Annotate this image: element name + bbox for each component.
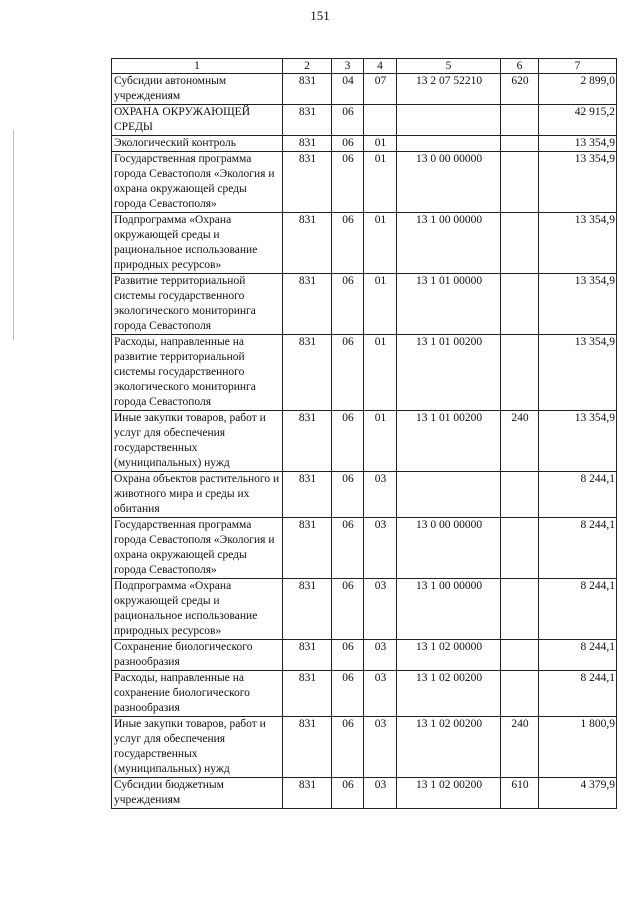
target-item-cell: 13 1 00 00000 xyxy=(397,213,501,274)
amount-cell: 8 244,1 xyxy=(539,671,617,717)
subsection-cell: 03 xyxy=(364,671,397,717)
section-cell: 06 xyxy=(332,274,364,335)
expense-type-cell xyxy=(501,579,539,640)
section-cell: 06 xyxy=(332,152,364,213)
table-row xyxy=(112,579,617,640)
table-row xyxy=(112,411,617,472)
expense-type-cell xyxy=(501,671,539,717)
column-header: 3 xyxy=(332,59,364,74)
column-header: 6 xyxy=(501,59,539,74)
subsection-cell: 01 xyxy=(364,213,397,274)
table-row xyxy=(112,74,617,105)
target-item-cell: 13 1 01 00200 xyxy=(397,335,501,411)
budget-table xyxy=(111,58,617,809)
section-cell: 06 xyxy=(332,518,364,579)
table-row xyxy=(112,213,617,274)
subsection-cell: 03 xyxy=(364,717,397,778)
target-item-cell: 13 2 07 52210 xyxy=(397,74,501,105)
expense-type-cell xyxy=(501,518,539,579)
amount-cell: 13 354,9 xyxy=(539,152,617,213)
table-row xyxy=(112,152,617,213)
admin-code-cell: 831 xyxy=(283,213,332,274)
amount-cell: 8 244,1 xyxy=(539,472,617,518)
amount-cell: 42 915,2 xyxy=(539,105,617,136)
subsection-cell: 07 xyxy=(364,74,397,105)
amount-cell: 13 354,9 xyxy=(539,213,617,274)
row-name-cell: Субсидии бюджетным учреждениям xyxy=(112,778,283,809)
subsection-cell: 03 xyxy=(364,778,397,809)
row-name-cell: Охрана объектов растительного и животного мира и среды их обитания xyxy=(112,472,283,518)
amount-cell: 1 800,9 xyxy=(539,717,617,778)
amount-cell: 13 354,9 xyxy=(539,274,617,335)
admin-code-cell: 831 xyxy=(283,274,332,335)
subsection-cell: 01 xyxy=(364,411,397,472)
column-header: 4 xyxy=(364,59,397,74)
table-row xyxy=(112,778,617,809)
expense-type-cell xyxy=(501,335,539,411)
admin-code-cell: 831 xyxy=(283,411,332,472)
section-cell: 06 xyxy=(332,671,364,717)
admin-code-cell: 831 xyxy=(283,717,332,778)
table-body xyxy=(112,74,617,809)
target-item-cell: 13 1 02 00200 xyxy=(397,717,501,778)
expense-type-cell xyxy=(501,136,539,152)
row-name-cell: Государственная программа города Севастополя «Экология и охрана окружающей среды города Севастополя» xyxy=(112,518,283,579)
section-cell: 06 xyxy=(332,640,364,671)
amount-cell: 8 244,1 xyxy=(539,640,617,671)
row-name-cell: Субсидии автономным учреждениям xyxy=(112,74,283,105)
row-name-cell: Государственная программа города Севастополя «Экология и охрана окружающей среды города Севастополя» xyxy=(112,152,283,213)
expense-type-cell: 240 xyxy=(501,411,539,472)
target-item-cell: 13 1 01 00000 xyxy=(397,274,501,335)
target-item-cell: 13 1 02 00200 xyxy=(397,671,501,717)
expense-type-cell: 240 xyxy=(501,717,539,778)
section-cell: 06 xyxy=(332,411,364,472)
admin-code-cell: 831 xyxy=(283,579,332,640)
section-cell: 06 xyxy=(332,335,364,411)
row-name-cell: Сохранение биологического разнообразия xyxy=(112,640,283,671)
admin-code-cell: 831 xyxy=(283,152,332,213)
expense-type-cell: 620 xyxy=(501,74,539,105)
column-header: 1 xyxy=(112,59,283,74)
table-row xyxy=(112,105,617,136)
scan-mark xyxy=(13,130,14,340)
table-row xyxy=(112,274,617,335)
row-name-cell: Развитие территориальной системы государственного экологического мониторинга города Севастополя xyxy=(112,274,283,335)
expense-type-cell xyxy=(501,105,539,136)
admin-code-cell: 831 xyxy=(283,472,332,518)
row-name-cell: ОХРАНА ОКРУЖАЮЩЕЙ СРЕДЫ xyxy=(112,105,283,136)
subsection-cell: 03 xyxy=(364,579,397,640)
target-item-cell xyxy=(397,472,501,518)
target-item-cell xyxy=(397,105,501,136)
table-row xyxy=(112,640,617,671)
section-cell: 06 xyxy=(332,136,364,152)
expense-type-cell xyxy=(501,152,539,213)
column-header: 5 xyxy=(397,59,501,74)
section-cell: 06 xyxy=(332,717,364,778)
admin-code-cell: 831 xyxy=(283,518,332,579)
expense-type-cell xyxy=(501,274,539,335)
expense-type-cell: 610 xyxy=(501,778,539,809)
admin-code-cell: 831 xyxy=(283,105,332,136)
row-name-cell: Подпрограмма «Охрана окружающей среды и рациональное использование природных ресурсов» xyxy=(112,579,283,640)
admin-code-cell: 831 xyxy=(283,136,332,152)
subsection-cell: 03 xyxy=(364,472,397,518)
section-cell: 06 xyxy=(332,213,364,274)
admin-code-cell: 831 xyxy=(283,640,332,671)
amount-cell: 2 899,0 xyxy=(539,74,617,105)
admin-code-cell: 831 xyxy=(283,335,332,411)
target-item-cell: 13 1 00 00000 xyxy=(397,579,501,640)
table-row xyxy=(112,717,617,778)
table-row xyxy=(112,671,617,717)
section-cell: 06 xyxy=(332,105,364,136)
admin-code-cell: 831 xyxy=(283,778,332,809)
amount-cell: 8 244,1 xyxy=(539,518,617,579)
subsection-cell: 03 xyxy=(364,640,397,671)
subsection-cell: 01 xyxy=(364,335,397,411)
subsection-cell: 01 xyxy=(364,274,397,335)
column-header: 2 xyxy=(283,59,332,74)
target-item-cell: 13 1 02 00200 xyxy=(397,778,501,809)
target-item-cell: 13 1 02 00000 xyxy=(397,640,501,671)
amount-cell: 13 354,9 xyxy=(539,136,617,152)
section-cell: 04 xyxy=(332,74,364,105)
amount-cell: 8 244,1 xyxy=(539,579,617,640)
table-header-row xyxy=(112,59,617,74)
amount-cell: 13 354,9 xyxy=(539,335,617,411)
table-row xyxy=(112,518,617,579)
subsection-cell: 01 xyxy=(364,136,397,152)
target-item-cell: 13 0 00 00000 xyxy=(397,152,501,213)
admin-code-cell: 831 xyxy=(283,74,332,105)
row-name-cell: Экологический контроль xyxy=(112,136,283,152)
table-row xyxy=(112,335,617,411)
section-cell: 06 xyxy=(332,778,364,809)
table-row xyxy=(112,472,617,518)
target-item-cell: 13 1 01 00200 xyxy=(397,411,501,472)
row-name-cell: Иные закупки товаров, работ и услуг для обеспечения государственных (муниципальных) нужд xyxy=(112,717,283,778)
row-name-cell: Расходы, направленные на развитие территориальной системы государственного экологического мониторинга города Севастополя xyxy=(112,335,283,411)
table-row xyxy=(112,136,617,152)
admin-code-cell: 831 xyxy=(283,671,332,717)
target-item-cell xyxy=(397,136,501,152)
column-header: 7 xyxy=(539,59,617,74)
row-name-cell: Расходы, направленные на сохранение биологического разнообразия xyxy=(112,671,283,717)
expense-type-cell xyxy=(501,640,539,671)
section-cell: 06 xyxy=(332,472,364,518)
amount-cell: 4 379,9 xyxy=(539,778,617,809)
amount-cell: 13 354,9 xyxy=(539,411,617,472)
section-cell: 06 xyxy=(332,579,364,640)
expense-type-cell xyxy=(501,472,539,518)
page-number: 151 xyxy=(310,8,330,23)
expense-type-cell xyxy=(501,213,539,274)
target-item-cell: 13 0 00 00000 xyxy=(397,518,501,579)
row-name-cell: Иные закупки товаров, работ и услуг для обеспечения государственных (муниципальных) нужд xyxy=(112,411,283,472)
subsection-cell xyxy=(364,105,397,136)
subsection-cell: 03 xyxy=(364,518,397,579)
subsection-cell: 01 xyxy=(364,152,397,213)
row-name-cell: Подпрограмма «Охрана окружающей среды и рациональное использование природных ресурсов» xyxy=(112,213,283,274)
